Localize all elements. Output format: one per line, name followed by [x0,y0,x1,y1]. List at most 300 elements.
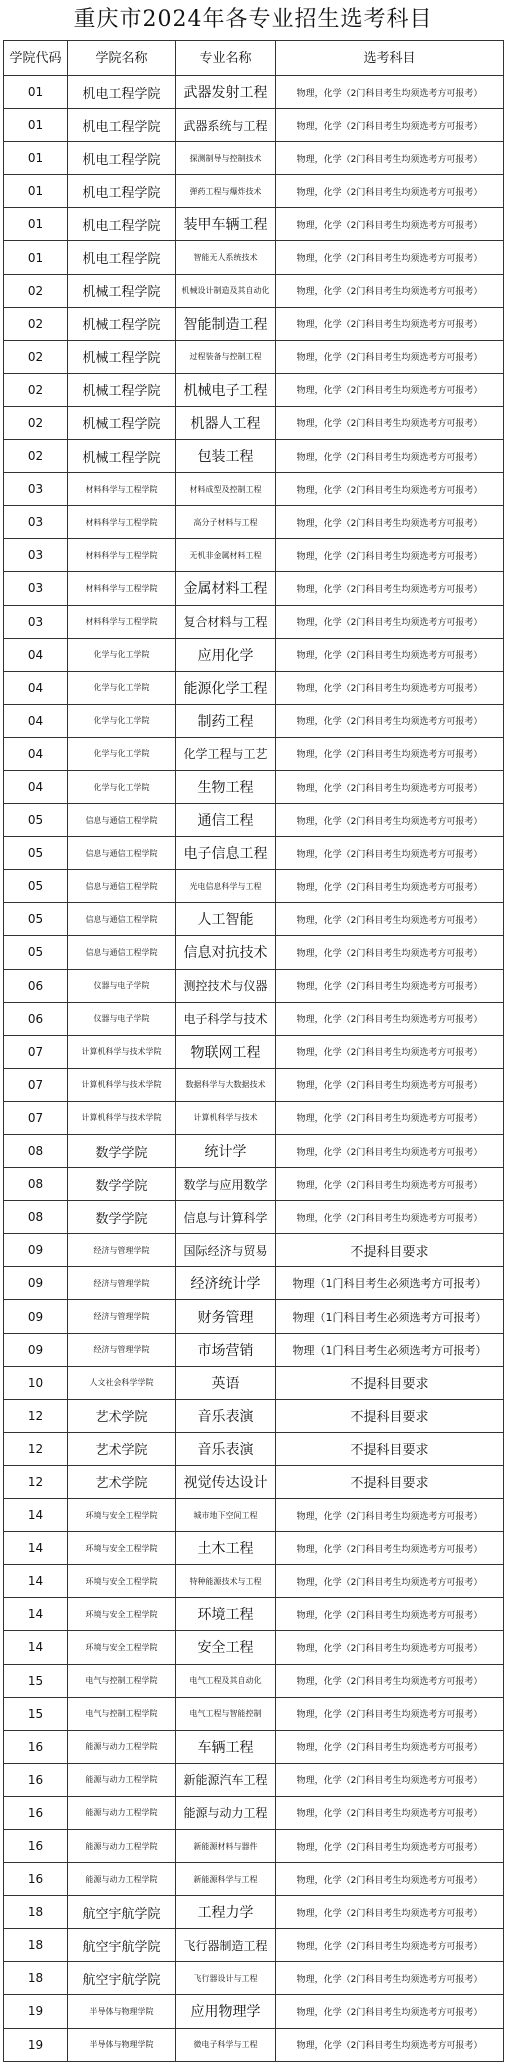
major-name-cell: 包装工程 [176,440,276,473]
college-code-cell: 02 [4,307,68,340]
college-code-cell: 01 [4,76,68,109]
table-row [4,1234,504,1267]
college-name-cell: 机械工程学院 [68,373,176,406]
table-row [4,506,504,539]
table-row [4,373,504,406]
college-name-cell: 机电工程学院 [68,241,176,274]
subject-requirement-cell: 物理，化学（2门科目考生均须选考方可报考） [276,241,504,274]
college-name-cell: 机械工程学院 [68,406,176,439]
subject-requirement-cell: 物理，化学（2门科目考生均须选考方可报考） [276,1565,504,1598]
subject-requirement-cell: 物理，化学（2门科目考生均须选考方可报考） [276,804,504,837]
college-code-cell: 05 [4,870,68,903]
college-code-cell: 05 [4,837,68,870]
major-name-cell: 电气工程及其自动化 [176,1664,276,1697]
major-name-cell: 市场营销 [176,1333,276,1366]
subject-requirement-cell: 物理，化学（2门科目考生均须选考方可报考） [276,1499,504,1532]
college-name-cell: 机电工程学院 [68,142,176,175]
college-name-cell: 机械工程学院 [68,340,176,373]
major-name-cell: 武器发射工程 [176,76,276,109]
table-row [4,142,504,175]
subject-requirement-cell: 物理，化学（2门科目考生均须选考方可报考） [276,2028,504,2061]
subject-requirement-cell: 物理，化学（2门科目考生均须选考方可报考） [276,737,504,770]
major-name-cell: 智能制造工程 [176,307,276,340]
major-name-cell: 化学工程与工艺 [176,737,276,770]
major-name-cell: 英语 [176,1366,276,1399]
table-row [4,1631,504,1664]
college-code-cell: 02 [4,406,68,439]
college-name-cell: 信息与通信工程学院 [68,870,176,903]
college-code-cell: 09 [4,1267,68,1300]
table-row [4,770,504,803]
major-name-cell: 能源与动力工程 [176,1796,276,1829]
college-name-cell: 材料科学与工程学院 [68,539,176,572]
table-row [4,638,504,671]
college-name-cell: 电气与控制工程学院 [68,1664,176,1697]
table-body [4,76,504,2062]
major-name-cell: 过程装备与控制工程 [176,340,276,373]
table-row [4,1829,504,1862]
major-name-cell: 测控技术与仪器 [176,969,276,1002]
college-name-cell: 环境与安全工程学院 [68,1499,176,1532]
table-row [4,1532,504,1565]
major-name-cell: 数学与应用数学 [176,1168,276,1201]
table-row [4,109,504,142]
college-code-cell: 18 [4,1896,68,1929]
subject-requirement-cell: 物理，化学（2门科目考生均须选考方可报考） [276,142,504,175]
college-name-cell: 数学学院 [68,1135,176,1168]
table-row [4,1201,504,1234]
major-name-cell: 智能无人系统技术 [176,241,276,274]
college-code-cell: 14 [4,1532,68,1565]
major-name-cell: 信息对抗技术 [176,936,276,969]
major-name-cell: 装甲车辆工程 [176,208,276,241]
subject-requirement-cell: 物理，化学（2门科目考生均须选考方可报考） [276,274,504,307]
table-row [4,1962,504,1995]
subject-requirement-cell: 物理，化学（2门科目考生均须选考方可报考） [276,1598,504,1631]
college-code-cell: 04 [4,671,68,704]
college-name-cell: 计算机科学与技术学院 [68,1068,176,1101]
college-code-cell: 16 [4,1730,68,1763]
college-code-cell: 09 [4,1300,68,1333]
college-code-cell: 03 [4,473,68,506]
major-name-cell: 通信工程 [176,804,276,837]
subject-requirement-cell: 不提科目要求 [276,1432,504,1465]
subject-requirements-table [3,40,504,2062]
table-row [4,737,504,770]
college-name-cell: 航空宇航学院 [68,1962,176,1995]
major-name-cell: 城市地下空间工程 [176,1499,276,1532]
table-row [4,1432,504,1465]
subject-requirement-cell: 物理，化学（2门科目考生均须选考方可报考） [276,440,504,473]
college-code-cell: 04 [4,704,68,737]
subject-requirement-cell: 物理，化学（2门科目考生均须选考方可报考） [276,1002,504,1035]
subject-requirement-cell: 物理，化学（2门科目考生均须选考方可报考） [276,870,504,903]
major-name-cell: 特种能源技术与工程 [176,1565,276,1598]
college-code-cell: 07 [4,1035,68,1068]
subject-requirement-cell: 物理，化学（2门科目考生均须选考方可报考） [276,208,504,241]
table-row [4,1929,504,1962]
table-row [4,903,504,936]
table-row [4,76,504,109]
college-name-cell: 仪器与电子学院 [68,1002,176,1035]
major-name-cell: 车辆工程 [176,1730,276,1763]
college-code-cell: 08 [4,1135,68,1168]
subject-requirement-cell: 物理，化学（2门科目考生均须选考方可报考） [276,1168,504,1201]
major-name-cell: 生物工程 [176,770,276,803]
major-name-cell: 制药工程 [176,704,276,737]
subject-requirement-cell: 物理，化学（2门科目考生均须选考方可报考） [276,1532,504,1565]
college-code-cell: 04 [4,737,68,770]
table-row [4,1763,504,1796]
table-row [4,1068,504,1101]
college-name-cell: 能源与动力工程学院 [68,1730,176,1763]
subject-requirement-cell: 物理，化学（2门科目考生均须选考方可报考） [276,1068,504,1101]
table-row [4,241,504,274]
college-name-cell: 人文社会科学学院 [68,1366,176,1399]
major-name-cell: 弹药工程与爆炸技术 [176,175,276,208]
college-name-cell: 计算机科学与技术学院 [68,1101,176,1134]
college-code-cell: 02 [4,274,68,307]
subject-requirement-cell: 物理，化学（2门科目考生均须选考方可报考） [276,340,504,373]
college-code-cell: 03 [4,605,68,638]
college-code-cell: 18 [4,1962,68,1995]
college-name-cell: 材料科学与工程学院 [68,605,176,638]
major-name-cell: 应用化学 [176,638,276,671]
college-code-cell: 19 [4,1995,68,2028]
college-name-cell: 信息与通信工程学院 [68,936,176,969]
college-name-cell: 环境与安全工程学院 [68,1565,176,1598]
college-code-cell: 03 [4,506,68,539]
major-name-cell: 电子信息工程 [176,837,276,870]
college-name-cell: 数学学院 [68,1168,176,1201]
table-row [4,539,504,572]
college-code-cell: 03 [4,539,68,572]
college-name-cell: 半导体与物理学院 [68,1995,176,2028]
college-name-cell: 机电工程学院 [68,109,176,142]
table-row [4,1896,504,1929]
table-row [4,1101,504,1134]
college-name-cell: 化学与化工学院 [68,737,176,770]
subject-requirement-cell: 物理，化学（2门科目考生均须选考方可报考） [276,1829,504,1862]
college-name-cell: 材料科学与工程学院 [68,572,176,605]
table-row [4,473,504,506]
college-code-cell: 10 [4,1366,68,1399]
table-row [4,671,504,704]
table-row [4,274,504,307]
college-code-cell: 01 [4,109,68,142]
subject-requirement-cell: 物理，化学（2门科目考生均须选考方可报考） [276,770,504,803]
college-name-cell: 艺术学院 [68,1465,176,1498]
subject-requirement-cell: 物理，化学（2门科目考生均须选考方可报考） [276,903,504,936]
subject-requirement-cell: 物理，化学（2门科目考生均须选考方可报考） [276,1135,504,1168]
college-code-cell: 07 [4,1068,68,1101]
major-name-cell: 光电信息科学与工程 [176,870,276,903]
subject-requirement-cell: 物理，化学（2门科目考生均须选考方可报考） [276,307,504,340]
subject-requirement-cell: 物理，化学（2门科目考生均须选考方可报考） [276,539,504,572]
subject-requirement-cell: 物理，化学（2门科目考生均须选考方可报考） [276,373,504,406]
college-code-cell: 06 [4,969,68,1002]
subject-requirement-cell: 不提科目要求 [276,1465,504,1498]
college-code-cell: 16 [4,1763,68,1796]
subject-requirement-cell: 物理，化学（2门科目考生均须选考方可报考） [276,605,504,638]
major-name-cell: 计算机科学与技术 [176,1101,276,1134]
college-code-cell: 15 [4,1664,68,1697]
major-name-cell: 探测制导与控制技术 [176,142,276,175]
college-name-cell: 航空宇航学院 [68,1929,176,1962]
college-name-cell: 仪器与电子学院 [68,969,176,1002]
college-code-cell: 01 [4,241,68,274]
table-row [4,837,504,870]
table-row [4,1995,504,2028]
subject-requirement-cell: 不提科目要求 [276,1399,504,1432]
subject-requirement-cell: 物理（1门科目考生必须选考方可报考） [276,1300,504,1333]
subject-requirement-cell: 物理，化学（2门科目考生均须选考方可报考） [276,175,504,208]
subject-requirement-cell: 物理，化学（2门科目考生均须选考方可报考） [276,109,504,142]
college-name-cell: 信息与通信工程学院 [68,837,176,870]
table-row [4,1730,504,1763]
college-name-cell: 机电工程学院 [68,208,176,241]
college-code-cell: 02 [4,340,68,373]
subject-requirement-cell: 物理，化学（2门科目考生均须选考方可报考） [276,638,504,671]
major-name-cell: 人工智能 [176,903,276,936]
college-name-cell: 能源与动力工程学院 [68,1796,176,1829]
subject-requirement-cell: 不提科目要求 [276,1366,504,1399]
college-name-cell: 信息与通信工程学院 [68,903,176,936]
table-row [4,704,504,737]
college-code-cell: 14 [4,1598,68,1631]
subject-requirement-cell: 物理，化学（2门科目考生均须选考方可报考） [276,1995,504,2028]
college-name-cell: 机电工程学院 [68,76,176,109]
major-name-cell: 机械电子工程 [176,373,276,406]
college-code-cell: 01 [4,175,68,208]
header-college-name: 学院名称 [68,41,176,76]
college-name-cell: 材料科学与工程学院 [68,473,176,506]
major-name-cell: 高分子材料与工程 [176,506,276,539]
table-row [4,340,504,373]
page-title: 重庆市2024年各专业招生选考科目 [73,7,433,32]
major-name-cell: 统计学 [176,1135,276,1168]
table-row [4,307,504,340]
college-code-cell: 16 [4,1796,68,1829]
subject-requirement-cell: 物理，化学（2门科目考生均须选考方可报考） [276,1631,504,1664]
college-code-cell: 14 [4,1499,68,1532]
major-name-cell: 电子科学与技术 [176,1002,276,1035]
college-code-cell: 12 [4,1432,68,1465]
college-code-cell: 08 [4,1168,68,1201]
table-row [4,936,504,969]
major-name-cell: 视觉传达设计 [176,1465,276,1498]
college-name-cell: 信息与通信工程学院 [68,804,176,837]
subject-requirement-cell: 物理，化学（2门科目考生均须选考方可报考） [276,406,504,439]
subject-requirement-cell: 物理，化学（2门科目考生均须选考方可报考） [276,76,504,109]
major-name-cell: 土木工程 [176,1532,276,1565]
college-code-cell: 05 [4,804,68,837]
major-name-cell: 音乐表演 [176,1432,276,1465]
table-row [4,1697,504,1730]
table-row [4,1135,504,1168]
college-code-cell: 04 [4,770,68,803]
major-name-cell: 金属材料工程 [176,572,276,605]
major-name-cell: 飞行器设计与工程 [176,1962,276,1995]
table-row [4,1499,504,1532]
college-code-cell: 04 [4,638,68,671]
subject-requirement-cell: 物理，化学（2门科目考生均须选考方可报考） [276,837,504,870]
table-row [4,1333,504,1366]
major-name-cell: 物联网工程 [176,1035,276,1068]
college-name-cell: 能源与动力工程学院 [68,1863,176,1896]
college-name-cell: 航空宇航学院 [68,1896,176,1929]
college-code-cell: 05 [4,903,68,936]
college-code-cell: 08 [4,1201,68,1234]
college-code-cell: 15 [4,1697,68,1730]
major-name-cell: 机器人工程 [176,406,276,439]
major-name-cell: 安全工程 [176,1631,276,1664]
college-name-cell: 环境与安全工程学院 [68,1598,176,1631]
table-row [4,870,504,903]
table-row [4,1267,504,1300]
college-name-cell: 数学学院 [68,1201,176,1234]
major-name-cell: 新能源科学与工程 [176,1863,276,1896]
college-name-cell: 经济与管理学院 [68,1234,176,1267]
college-code-cell: 05 [4,936,68,969]
subject-requirement-cell: 物理，化学（2门科目考生均须选考方可报考） [276,1763,504,1796]
college-name-cell: 机械工程学院 [68,274,176,307]
college-code-cell: 14 [4,1565,68,1598]
college-code-cell: 18 [4,1929,68,1962]
college-name-cell: 经济与管理学院 [68,1300,176,1333]
subject-requirement-cell: 物理，化学（2门科目考生均须选考方可报考） [276,1730,504,1763]
table-row [4,1300,504,1333]
college-name-cell: 机械工程学院 [68,440,176,473]
table-row [4,175,504,208]
header-major-name: 专业名称 [176,41,276,76]
college-code-cell: 14 [4,1631,68,1664]
table-row [4,1465,504,1498]
college-code-cell: 01 [4,208,68,241]
major-name-cell: 武器系统与工程 [176,109,276,142]
college-code-cell: 07 [4,1101,68,1134]
table-row [4,1366,504,1399]
major-name-cell: 经济统计学 [176,1267,276,1300]
college-name-cell: 机械工程学院 [68,307,176,340]
major-name-cell: 工程力学 [176,1896,276,1929]
college-name-cell: 化学与化工学院 [68,704,176,737]
subject-requirement-cell: 物理（1门科目考生必须选考方可报考） [276,1333,504,1366]
subject-requirement-cell: 物理，化学（2门科目考生均须选考方可报考） [276,1929,504,1962]
college-code-cell: 09 [4,1333,68,1366]
table-row [4,2028,504,2061]
college-code-cell: 12 [4,1399,68,1432]
subject-requirement-cell: 物理，化学（2门科目考生均须选考方可报考） [276,1796,504,1829]
major-name-cell: 机械设计制造及其自动化 [176,274,276,307]
subject-requirement-cell: 物理，化学（2门科目考生均须选考方可报考） [276,1101,504,1134]
subject-requirement-cell: 物理，化学（2门科目考生均须选考方可报考） [276,671,504,704]
college-name-cell: 计算机科学与技术学院 [68,1035,176,1068]
table-header-row [4,41,504,76]
major-name-cell: 无机非金属材料工程 [176,539,276,572]
subject-requirement-cell: 物理，化学（2门科目考生均须选考方可报考） [276,1664,504,1697]
subject-requirement-cell: 物理，化学（2门科目考生均须选考方可报考） [276,1697,504,1730]
major-name-cell: 国际经济与贸易 [176,1234,276,1267]
table-row [4,1863,504,1896]
table-row [4,969,504,1002]
major-name-cell: 微电子科学与工程 [176,2028,276,2061]
header-subject-requirement: 选考科目 [276,41,504,76]
major-name-cell: 飞行器制造工程 [176,1929,276,1962]
college-name-cell: 化学与化工学院 [68,770,176,803]
table-row [4,1168,504,1201]
subject-requirement-cell: 物理，化学（2门科目考生均须选考方可报考） [276,572,504,605]
college-code-cell: 19 [4,2028,68,2061]
college-name-cell: 艺术学院 [68,1399,176,1432]
college-code-cell: 02 [4,373,68,406]
major-name-cell: 材料成型及控制工程 [176,473,276,506]
college-code-cell: 01 [4,142,68,175]
table-row [4,605,504,638]
college-name-cell: 材料科学与工程学院 [68,506,176,539]
subject-requirement-cell: 物理，化学（2门科目考生均须选考方可报考） [276,704,504,737]
subject-requirement-cell: 物理，化学（2门科目考生均须选考方可报考） [276,1863,504,1896]
subject-requirement-cell: 物理，化学（2门科目考生均须选考方可报考） [276,1896,504,1929]
major-name-cell: 电气工程与智能控制 [176,1697,276,1730]
college-name-cell: 电气与控制工程学院 [68,1697,176,1730]
table-row [4,1664,504,1697]
college-name-cell: 机电工程学院 [68,175,176,208]
table-row [4,1002,504,1035]
college-code-cell: 06 [4,1002,68,1035]
college-name-cell: 能源与动力工程学院 [68,1763,176,1796]
college-name-cell: 艺术学院 [68,1432,176,1465]
major-name-cell: 音乐表演 [176,1399,276,1432]
major-name-cell: 新能源汽车工程 [176,1763,276,1796]
college-name-cell: 环境与安全工程学院 [68,1532,176,1565]
subject-requirement-cell: 物理，化学（2门科目考生均须选考方可报考） [276,969,504,1002]
college-code-cell: 16 [4,1863,68,1896]
major-name-cell: 信息与计算科学 [176,1201,276,1234]
college-code-cell: 02 [4,440,68,473]
major-name-cell: 数据科学与大数据技术 [176,1068,276,1101]
table-row [4,406,504,439]
table-row [4,1796,504,1829]
subject-requirement-cell: 物理，化学（2门科目考生均须选考方可报考） [276,936,504,969]
subject-requirement-cell: 不提科目要求 [276,1234,504,1267]
major-name-cell: 环境工程 [176,1598,276,1631]
college-name-cell: 化学与化工学院 [68,638,176,671]
college-name-cell: 半导体与物理学院 [68,2028,176,2061]
college-code-cell: 09 [4,1234,68,1267]
table-row [4,1565,504,1598]
college-code-cell: 03 [4,572,68,605]
major-name-cell: 复合材料与工程 [176,605,276,638]
major-name-cell: 应用物理学 [176,1995,276,2028]
table-row [4,440,504,473]
table-row [4,1598,504,1631]
subject-requirement-cell: 物理，化学（2门科目考生均须选考方可报考） [276,1962,504,1995]
table-row [4,804,504,837]
major-name-cell: 财务管理 [176,1300,276,1333]
college-name-cell: 能源与动力工程学院 [68,1829,176,1862]
table-row [4,1035,504,1068]
major-name-cell: 能源化学工程 [176,671,276,704]
college-name-cell: 经济与管理学院 [68,1267,176,1300]
header-college-code: 学院代码 [4,41,68,76]
college-name-cell: 经济与管理学院 [68,1333,176,1366]
table-row [4,572,504,605]
subject-requirement-cell: 物理，化学（2门科目考生均须选考方可报考） [276,1035,504,1068]
subject-requirement-cell: 物理，化学（2门科目考生均须选考方可报考） [276,1201,504,1234]
major-name-cell: 新能源材料与器件 [176,1829,276,1862]
college-code-cell: 12 [4,1465,68,1498]
